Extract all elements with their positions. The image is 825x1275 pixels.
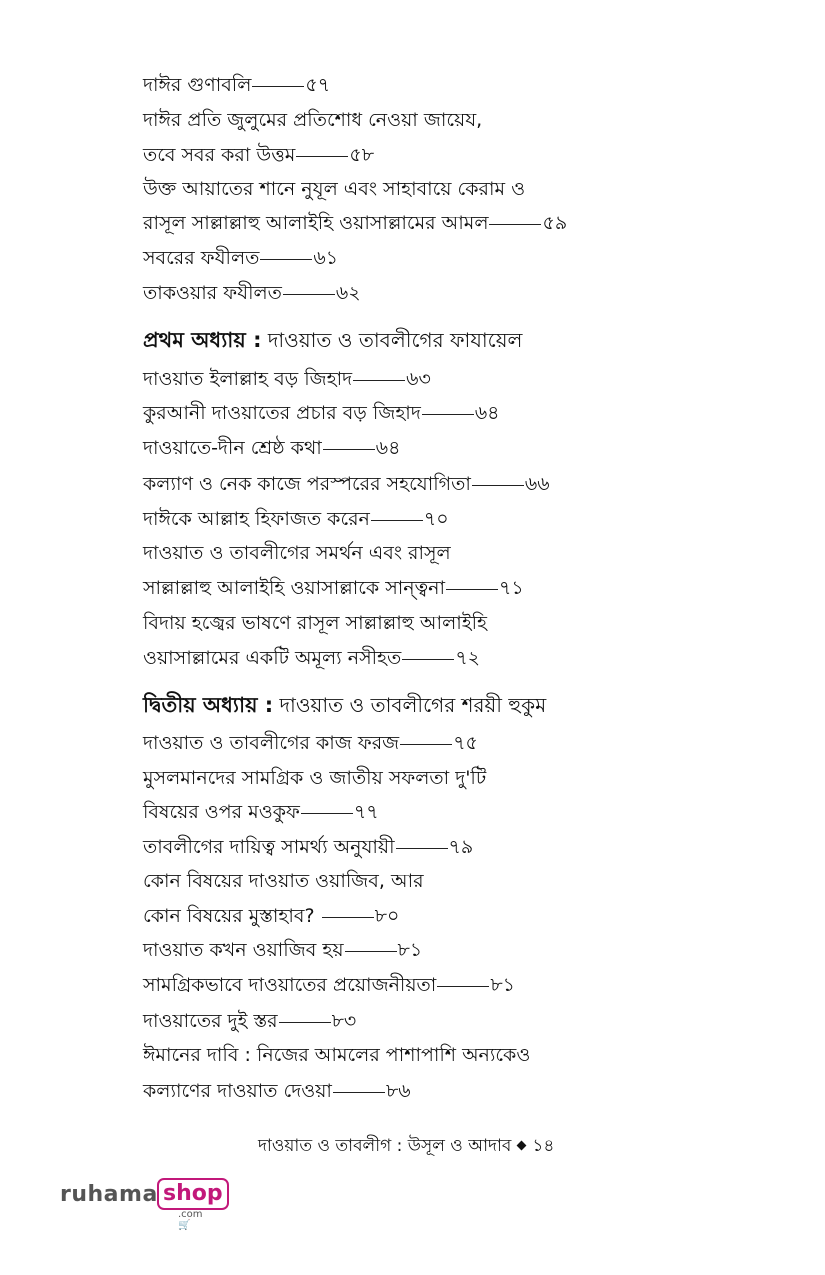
leader-dash — [396, 848, 448, 849]
chapter-label: দ্বিতীয় অধ্যায় : — [143, 693, 274, 717]
toc-page-number: ৮০ — [374, 905, 400, 927]
chapter-heading — [143, 327, 522, 353]
leader-dash — [437, 986, 489, 987]
toc-entry-text: দাওয়াতের দুই স্তর — [143, 1010, 278, 1032]
toc-entry-text: রাসূল সাল্লাল্লাহু আলাইহি ওয়াসাল্লামের আমল — [143, 212, 489, 234]
toc-entry — [143, 210, 567, 236]
toc-entry-text: ঈমানের দাবি : নিজের আমলের পাশাপাশি অন্যকেও — [143, 1044, 531, 1066]
leader-dash — [345, 951, 397, 952]
toc-entry-text: দাওয়াতে-দীন শ্রেষ্ঠ কথা — [143, 437, 322, 459]
toc-entry — [143, 1078, 411, 1104]
leader-dash — [252, 86, 304, 87]
toc-entry-text: দাঈকে আল্লাহ হিফাজত করেন — [143, 508, 370, 530]
leader-dash — [322, 917, 374, 918]
toc-entry-text: তাবলীগের দায়িত্ব সামর্থ্য অনুযায়ী — [143, 836, 395, 858]
diamond-bullet-icon — [517, 1140, 527, 1150]
chapter-title: দাওয়াত ও তাবলীগের শরয়ী হুকুম — [279, 693, 547, 717]
toc-entry — [143, 1008, 356, 1034]
toc-entry-text: দাঈর গুণাবলি — [143, 74, 252, 96]
toc-page-number: ৭২ — [455, 647, 481, 669]
toc-entry-text: কল্যাণের দাওয়াত দেওয়া — [143, 1080, 332, 1102]
toc-page-number: ৬৪ — [375, 437, 401, 459]
cart-icon: 🛒 — [178, 1220, 191, 1231]
toc-entry-text: কল্যাণ ও নেক কাজে পরস্পরের সহযোগিতা — [143, 473, 471, 495]
logo-text-shop: shop — [157, 1178, 229, 1210]
toc-page-number: ৫৮ — [349, 144, 375, 166]
toc-entry — [143, 506, 449, 532]
leader-dash — [353, 380, 405, 381]
toc-entry — [143, 937, 422, 963]
toc-page-number: ৬১ — [313, 247, 339, 269]
toc-page-number: ৭৭ — [353, 801, 379, 823]
leader-dash — [301, 813, 353, 814]
toc-page-number: ৮৬ — [385, 1080, 411, 1102]
toc-entry-text: দাওয়াত ও তাবলীগের সমর্থন এবং রাসূল — [143, 542, 451, 564]
toc-entry — [143, 366, 431, 392]
logo-domain — [178, 1209, 203, 1231]
toc-entry — [143, 176, 525, 202]
chapter-label: প্রথম অধ্যায় : — [143, 328, 262, 352]
toc-entry-text: দাঈর প্রতি জুলুমের প্রতিশোধ নেওয়া জায়েয, — [143, 109, 483, 131]
toc-page-number: ৬৩ — [406, 368, 431, 390]
toc-entry-text: দাওয়াত ও তাবলীগের কাজ ফরজ — [143, 732, 400, 754]
toc-entry — [143, 72, 330, 98]
toc-page-number: ৮১ — [490, 974, 515, 996]
toc-entry — [143, 575, 524, 601]
leader-dash — [323, 449, 375, 450]
leader-dash — [472, 485, 524, 486]
page-number: ১৪ — [532, 1136, 555, 1156]
toc-entry-text: উক্ত আয়াতের শানে নুযূল এবং সাহাবায়ে কেরাম ও — [143, 178, 526, 200]
toc-entry-text: তবে সবর করা উত্তম — [143, 144, 296, 166]
toc-entry-text: সবরের ফযীলত — [143, 247, 260, 269]
leader-dash — [400, 744, 452, 745]
leader-dash — [279, 1022, 331, 1023]
logo-text-ruhama: ruhama — [60, 1182, 158, 1207]
toc-entry-text: মুসলমানদের সামগ্রিক ও জাতীয় সফলতা দু'টি — [143, 767, 487, 789]
leader-dash — [333, 1092, 385, 1093]
toc-entry-text: সাল্লাল্লাহু আলাইহি ওয়াসাল্লাকে সান্ত্বনা — [143, 577, 445, 599]
toc-entry — [143, 435, 400, 461]
toc-entry-text: কুরআনী দাওয়াতের প্রচার বড় জিহাদ — [143, 402, 421, 424]
leader-dash — [402, 659, 454, 660]
toc-entry — [143, 245, 338, 271]
toc-entry — [143, 799, 379, 825]
toc-entry-text: কোন বিষয়ের দাওয়াত ওয়াজিব, আর — [143, 870, 424, 892]
leader-dash — [371, 520, 423, 521]
toc-entry — [143, 903, 399, 929]
toc-entry-text: ওয়াসাল্লামের একটি অমূল্য নসীহত — [143, 647, 402, 669]
toc-entry-text: কোন বিষয়ের মুস্তাহাব? — [143, 905, 321, 927]
toc-page-number: ৭৫ — [453, 732, 478, 754]
toc-entry-text: দাওয়াত ইলাল্লাহ বড় জিহাদ — [143, 368, 353, 390]
leader-dash — [283, 294, 335, 295]
toc-entry — [143, 765, 486, 791]
leader-dash — [446, 589, 498, 590]
toc-entry — [143, 142, 374, 168]
page-footer — [258, 1133, 554, 1161]
leader-dash — [296, 156, 348, 157]
toc-page-number: ৫৭ — [305, 74, 331, 96]
toc-page-number: ৬৪ — [474, 402, 500, 424]
toc-page-number: ৮১ — [397, 939, 423, 961]
toc-entry — [143, 540, 451, 566]
toc-entry-text: তাকওয়ার ফযীলত — [143, 282, 282, 304]
toc-page-number: ৮৩ — [331, 1010, 357, 1032]
toc-entry — [143, 471, 550, 497]
toc-entry-text: সামগ্রিকভাবে দাওয়াতের প্রয়োজনীয়তা — [143, 974, 437, 996]
toc-entry — [143, 610, 487, 636]
chapter-heading — [143, 692, 546, 718]
leader-dash — [260, 259, 312, 260]
toc-entry — [143, 107, 482, 133]
toc-entry — [143, 834, 473, 860]
chapter-title: দাওয়াত ও তাবলীগের ফাযায়েল — [267, 328, 523, 352]
leader-dash — [422, 414, 474, 415]
toc-page-number: ৭১ — [498, 577, 524, 599]
toc-page-number: ৬২ — [335, 282, 361, 304]
toc-entry — [143, 1042, 530, 1068]
toc-entry-text: দাওয়াত কখন ওয়াজিব হয় — [143, 939, 344, 961]
toc-page-number: ৭০ — [423, 508, 449, 530]
toc-entry-text: বিষয়ের ওপর মওকুফ — [143, 801, 300, 823]
logo-text-com: .com — [178, 1209, 203, 1220]
leader-dash — [489, 224, 541, 225]
toc-page-number: ৫৯ — [542, 212, 568, 234]
toc-entry — [143, 280, 361, 306]
toc-entry — [143, 645, 480, 671]
toc-entry — [143, 972, 515, 998]
toc-page-number: ৬৬ — [524, 473, 550, 495]
toc-entry-text: বিদায় হজ্বের ভাষণে রাসূল সাল্লাল্লাহু আলাইহি — [143, 612, 488, 634]
running-title: দাওয়াত ও তাবলীগ : উসূল ও আদাব — [258, 1136, 512, 1156]
toc-page-number: ৭৯ — [448, 836, 474, 858]
toc-entry — [143, 400, 500, 426]
toc-entry — [143, 730, 478, 756]
toc-entry — [143, 868, 424, 894]
